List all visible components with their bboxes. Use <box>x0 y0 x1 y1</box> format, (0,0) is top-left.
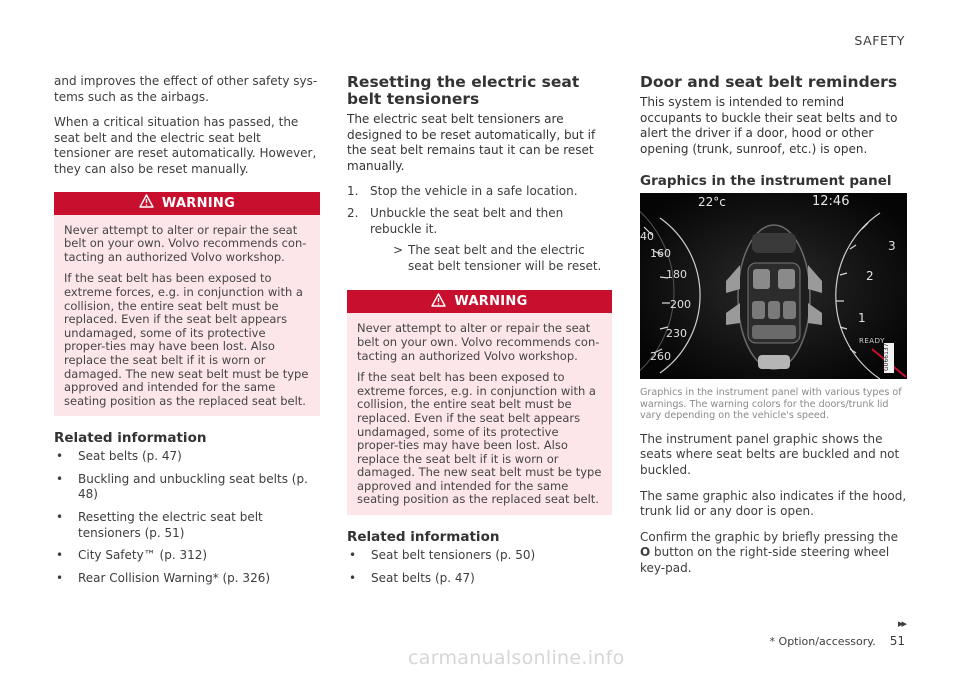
warning-title: WARNING <box>454 294 528 310</box>
section-title: Door and seat belt reminders <box>640 73 898 91</box>
steps-list <box>347 184 612 274</box>
step-result: > The seat belt and the electric seat belt tensioner will be reset. <box>393 243 602 273</box>
bullet-icon: • <box>56 471 64 486</box>
speed-tick-label: 180 <box>666 268 687 282</box>
warning-text: Never attempt to alter or repair the seat belt on your own. Volvo recommends con-tacting an authorized Volvo workshop. <box>64 222 307 264</box>
speed-tick-label: 160 <box>650 247 671 261</box>
bullet-icon: • <box>349 570 357 585</box>
next-page-arrows-icon: ▸▸ <box>897 617 905 630</box>
section-title: Resetting the electric seat belt tensioners <box>347 73 580 108</box>
bullet-icon: • <box>56 449 64 464</box>
o-button-label: O <box>640 545 651 560</box>
related-link[interactable]: • Buckling and unbuckling seat belts (p. 48) <box>56 471 308 502</box>
step-item: 1. Stop the vehicle in a safe location. <box>347 184 578 199</box>
section-header: SAFETY <box>854 33 905 48</box>
rpm-tick-label: 1 <box>858 311 866 326</box>
rpm-tick-label: 3 <box>888 239 896 254</box>
bullet-icon: • <box>56 548 64 563</box>
paragraph: The electric seat belt tensioners are designed to be reset automatically, but if the seat belt remains taut it can be reset manually. <box>347 112 596 173</box>
warning-box <box>54 192 320 417</box>
warning-header <box>347 290 612 313</box>
image-code: G066137 <box>883 343 890 372</box>
paragraph: The same graphic also indicates if the hood, trunk lid or any door is open. <box>640 488 907 519</box>
column-middle <box>347 74 612 593</box>
subsection-title: Graphics in the instrument panel <box>640 173 892 190</box>
related-information-heading: Related information <box>347 529 500 546</box>
related-link[interactable]: • Seat belt tensioners (p. 50) <box>349 548 536 563</box>
ready-indicator: READY <box>859 337 885 346</box>
page-number: 51 <box>889 634 905 648</box>
warning-box <box>347 290 612 515</box>
related-link[interactable]: • Seat belts (p. 47) <box>56 449 182 464</box>
paragraph: When a critical situation has passed, the seat belt and the electric seat belt tensioner are reset automatically. However, they can also be reset manually. <box>54 115 317 176</box>
related-list <box>347 548 612 586</box>
warning-text: If the seat belt has been exposed to extreme forces, e.g. in conjunction with a collision, the entire seat belt must be replaced. Even if the seat belt appears undamaged, some of its protective proper-ties may have been lost. Also replace the seat belt if it is worn or damaged. The new seat belt must be type approved and intended for the same seating position as the replaced seat belt. <box>357 370 602 507</box>
paragraph: Confirm the graphic by briefly pressing the O button on the right-side steering wheel key-pad. <box>640 529 899 576</box>
related-link[interactable]: • City Safety™ (p. 312) <box>56 548 208 563</box>
column-right <box>640 74 907 587</box>
warning-text: If the seat belt has been exposed to extreme forces, e.g. in conjunction with a collision, the entire seat belt must be replaced. Even if the seat belt appears undamaged, some of its protective proper-ties may have been lost. Also replace the seat belt if it is worn or damaged. The new seat belt must be type approved and intended for the same seating position as the replaced seat belt. <box>64 271 309 408</box>
bullet-icon: • <box>56 510 64 525</box>
related-list <box>54 449 320 586</box>
warning-title: WARNING <box>161 195 236 211</box>
speed-tick-label: 230 <box>666 327 687 341</box>
instrument-panel-image <box>640 193 907 379</box>
figure-caption: Graphics in the instrument panel with various types of warnings. The warning colors for the doors/trunk lid vary depending on the vehicle's speed. <box>640 387 902 422</box>
warning-triangle-icon <box>139 194 154 212</box>
related-link[interactable]: • Resetting the electric seat belt tensioners (p. 51) <box>56 510 263 540</box>
rpm-tick-label: 2 <box>866 269 874 284</box>
column-left <box>54 74 320 593</box>
related-information-heading: Related information <box>54 430 207 447</box>
speed-tick-label: 200 <box>670 298 691 312</box>
paragraph: The instrument panel graphic shows the seats where seat belts are buckled and not buckled. <box>640 431 900 478</box>
speed-tick-label: 260 <box>650 350 671 364</box>
warning-header <box>54 192 320 215</box>
speed-tick-label: 40 <box>640 230 654 244</box>
paragraph: and improves the effect of other safety sys-tems such as the airbags. <box>54 74 318 104</box>
warning-triangle-icon <box>431 293 446 311</box>
bullet-icon: • <box>349 548 357 563</box>
temperature-readout: 22°c <box>698 195 726 210</box>
warning-text: Never attempt to alter or repair the seat belt on your own. Volvo recommends con-tacting an authorized Volvo workshop. <box>357 321 600 363</box>
watermark: carmanualsonline.info <box>408 647 625 669</box>
paragraph: This system is intended to remind occupants to buckle their seat belts and to alert the driver if a door, hood or other opening (trunk, sunroof, etc.) is open. <box>640 95 898 156</box>
option-accessory-note: * Option/accessory. <box>769 635 876 648</box>
clock-readout: 12:46 <box>812 194 850 210</box>
step-item: 2. Unbuckle the seat belt and then rebuckle it. > The seat belt and the electric seat belt tensioner will be reset. <box>347 206 612 274</box>
page-footer <box>770 634 905 648</box>
related-link[interactable]: • Seat belts (p. 47) <box>349 570 475 585</box>
related-link[interactable]: • Rear Collision Warning* (p. 326) <box>56 570 271 585</box>
bullet-icon: • <box>56 570 64 585</box>
